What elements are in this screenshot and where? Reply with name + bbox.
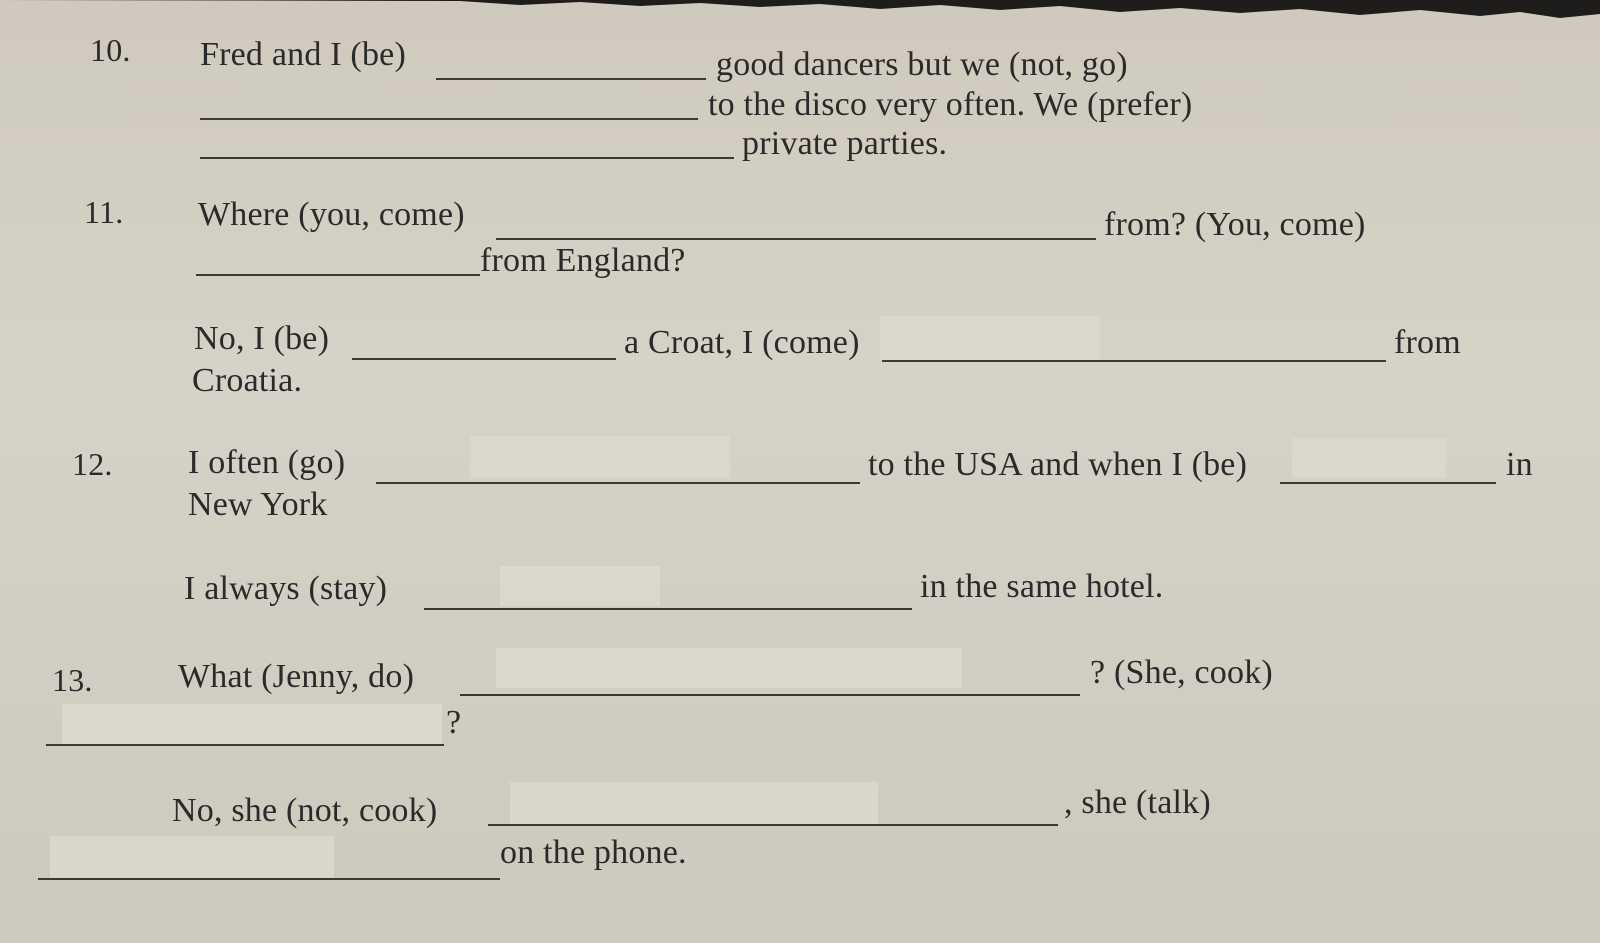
exercise-13-number: 13. [52, 662, 93, 698]
exercise-12-text-3: New York [188, 486, 328, 523]
paper-patch [510, 782, 878, 824]
exercise-13-text-5: on the phone. [500, 834, 687, 871]
exercise-10-text-3: private parties. [742, 125, 948, 162]
exercise-12-blank-1[interactable] [376, 482, 860, 484]
exercise-11-answer-prompt: No, I (be) [194, 320, 330, 357]
paper-patch [470, 436, 730, 478]
exercise-13-blank-4[interactable] [38, 878, 500, 880]
exercise-10-number: 10. [90, 32, 131, 68]
exercise-10-text-2: to the disco very often. We (prefer) [708, 86, 1193, 123]
exercise-11-prompt: Where (you, come) [198, 196, 465, 233]
exercise-11-text-3: a Croat, I (come) [624, 324, 860, 361]
exercise-13-blank-1[interactable] [460, 694, 1080, 696]
exercise-13-text-2: ? [446, 704, 462, 741]
paper-patch [50, 836, 334, 878]
exercise-13-blank-3[interactable] [488, 824, 1058, 826]
exercise-13-text-1: ? (She, cook) [1090, 654, 1273, 691]
exercise-11-blank-1[interactable] [496, 238, 1096, 240]
exercise-10-text-1: good dancers but we (not, go) [716, 46, 1128, 83]
exercise-11-text-2: from England? [480, 242, 686, 279]
exercise-12-text-2: in [1506, 446, 1533, 483]
exercise-12-blank-2[interactable] [1280, 482, 1496, 484]
exercise-10-prompt: Fred and I (be) [200, 36, 406, 73]
exercise-13-blank-2[interactable] [46, 744, 444, 746]
exercise-12-text-5: in the same hotel. [920, 568, 1164, 605]
exercise-11-number: 11. [84, 194, 124, 230]
exercise-10-blank-2[interactable] [200, 118, 698, 120]
paper-patch [500, 566, 660, 606]
exercise-11-blank-3[interactable] [352, 358, 616, 360]
paper-patch [880, 316, 1100, 360]
torn-paper-edge [0, 0, 1600, 22]
exercise-13-text-4: , she (talk) [1064, 784, 1211, 821]
exercise-11-blank-4[interactable] [882, 360, 1386, 362]
paper-patch [62, 704, 442, 746]
exercise-11-blank-2[interactable] [196, 274, 480, 276]
exercise-11-text-1: from? (You, come) [1104, 206, 1366, 243]
exercise-12-prompt: I often (go) [188, 444, 346, 481]
exercise-12-text-1: to the USA and when I (be) [868, 446, 1248, 483]
exercise-13-prompt: What (Jenny, do) [178, 658, 415, 695]
exercise-11-text-4: from [1394, 324, 1461, 361]
exercise-12-blank-3[interactable] [424, 608, 912, 610]
exercise-10-blank-3[interactable] [200, 157, 734, 159]
exercise-12-number: 12. [72, 446, 113, 482]
exercise-13-text-3: No, she (not, cook) [172, 792, 438, 829]
exercise-11-text-5: Croatia. [192, 362, 303, 399]
exercise-10-blank-1[interactable] [436, 78, 706, 80]
exercise-12-text-4: I always (stay) [184, 570, 388, 607]
paper-patch [1292, 438, 1446, 478]
paper-patch [496, 648, 962, 688]
